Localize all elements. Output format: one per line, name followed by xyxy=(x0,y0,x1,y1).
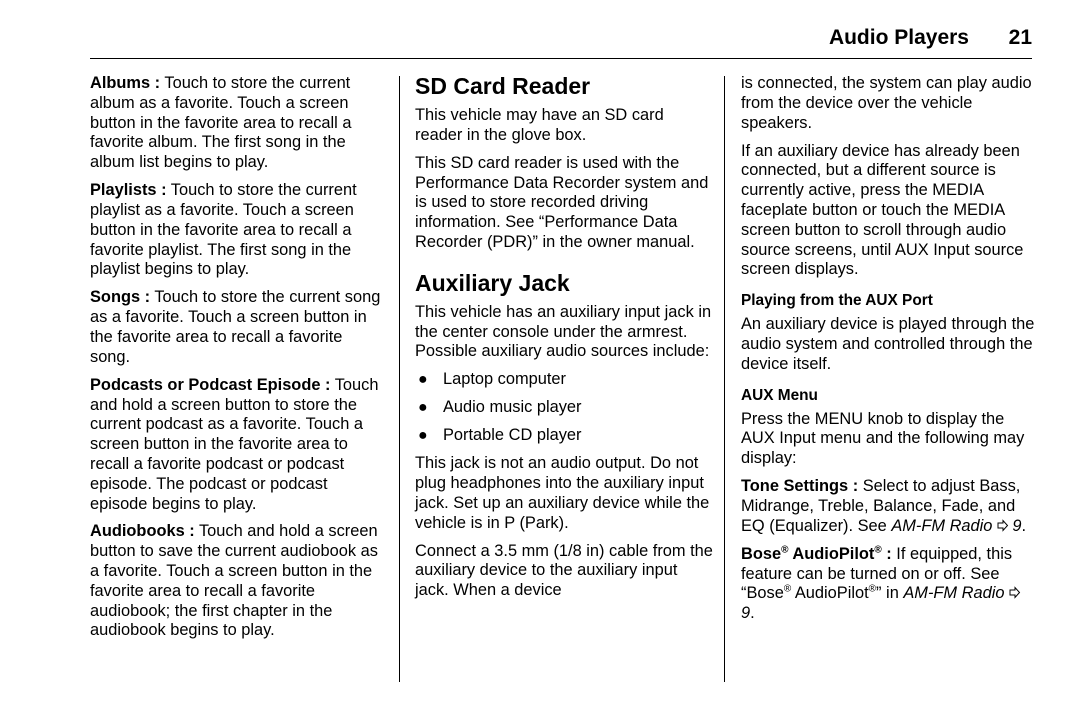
playlists-paragraph xyxy=(90,181,384,280)
period: . xyxy=(1021,516,1027,535)
tone-settings-paragraph xyxy=(741,477,1037,536)
podcasts-term: Podcasts or Podcast Episode : xyxy=(90,375,331,394)
audiobooks-term: Audiobooks : xyxy=(90,522,195,541)
albums-text: Touch to store the current album as a favorite. Touch a screen button in the favorite area to recall a favorite album. The first song in the album list begins to play. xyxy=(90,74,352,172)
aux-menu-paragraph: Press the MENU knob to display the AUX Input menu and the following may display: xyxy=(741,409,1025,468)
aux-menu-heading: AUX Menu xyxy=(741,386,818,404)
registered-mark: ® xyxy=(874,544,882,556)
songs-text: Touch to store the current song as a favorite. Touch a screen button in the favorite area to recall a favorite song. xyxy=(90,288,381,366)
albums-paragraph xyxy=(90,74,384,173)
tone-settings-term: Tone Settings : xyxy=(741,477,859,496)
registered-mark: ® xyxy=(781,544,789,556)
continued-paragraph: is connected, the system can play audio from the device over the vehicle speakers. xyxy=(741,74,1032,132)
list-item xyxy=(415,426,713,446)
bose-text: Bose xyxy=(741,544,782,563)
registered-mark: ® xyxy=(868,583,877,595)
page-reference-arrow-icon xyxy=(996,519,1009,532)
playing-aux-heading: Playing from the AUX Port xyxy=(741,292,933,310)
auxiliary-jack-heading: Auxiliary Jack xyxy=(415,269,570,296)
bose-text-3: ” in xyxy=(876,584,904,603)
page-number: 21 xyxy=(1008,26,1032,49)
am-fm-radio-link[interactable]: AM-FM Radio xyxy=(903,584,1005,603)
albums-term: Albums : xyxy=(90,74,161,92)
column-2 xyxy=(415,74,713,609)
period: . xyxy=(750,604,755,623)
bose-audiopilot-paragraph xyxy=(741,545,1037,624)
aux-sources-list xyxy=(415,370,713,446)
audiopilot-text: AudioPilot xyxy=(788,544,875,563)
sd-paragraph-2: This SD card reader is used with the Performance Data Recorder system and is used to store recorded driving information. See “Performance Data Recorder (PDR)” in the owner manual. xyxy=(415,153,709,251)
am-fm-radio-link[interactable]: AM-FM Radio xyxy=(891,516,993,535)
playing-aux-paragraph: An auxiliary device is played through the audio system and controlled through the device itself. xyxy=(741,315,1035,373)
audiobooks-paragraph xyxy=(90,522,384,641)
playlists-term: Playlists : xyxy=(90,181,167,200)
page-reference[interactable]: 9 xyxy=(1012,516,1022,535)
audiobooks-text: Touch and hold a screen button to save the current audiobook as a favorite. Touch a screen button in the favorite area to recall a favorite audiobook; the first chapter in the audiobook begins to play. xyxy=(90,522,378,640)
list-item-text: Audio music player xyxy=(443,398,582,417)
column-divider xyxy=(399,76,400,682)
column-divider xyxy=(724,76,725,682)
list-item xyxy=(415,398,713,418)
bose-audiopilot-term xyxy=(741,545,892,563)
list-item xyxy=(415,370,713,390)
podcasts-text: Touch and hold a screen button to store the current podcast as a favorite. Touch a screen button in the favorite area to recall a favorite podcast or podcast episode. The podcast or podcast episode begins to play. xyxy=(90,375,379,513)
podcasts-paragraph xyxy=(90,376,384,515)
column-3 xyxy=(741,74,1037,632)
aux-paragraph-2: This jack is not an audio output. Do not plug headphones into the auxiliary input jack. Set up an auxiliary device while the vehicle is in P (Park). xyxy=(415,454,710,532)
bullet-icon: ● xyxy=(418,371,428,389)
aux-active-paragraph: If an auxiliary device has already been connected, but a different source is currently active, press the MEDIA faceplate button or touch the MEDIA screen button to scroll through audio source screens, until AUX Input source screen displays. xyxy=(741,141,1024,279)
column-1 xyxy=(90,74,384,649)
bose-text-2: AudioPilot xyxy=(791,584,869,603)
page-reference[interactable]: 9 xyxy=(741,604,751,623)
tone-settings-text: Select to adjust Bass, Midrange, Treble, Balance, Fade, and EQ (Equalizer). See xyxy=(741,477,1021,535)
list-item-text: Laptop computer xyxy=(443,370,567,389)
songs-term: Songs : xyxy=(90,288,151,307)
page-reference-arrow-icon xyxy=(1008,586,1021,599)
bullet-icon: ● xyxy=(418,399,428,417)
sd-card-reader-heading: SD Card Reader xyxy=(415,73,591,99)
songs-paragraph xyxy=(90,288,384,367)
term-colon: : xyxy=(881,544,892,563)
bullet-icon: ● xyxy=(418,427,428,445)
page-header xyxy=(90,20,1032,59)
sd-paragraph-1: This vehicle may have an SD card reader in the glove box. xyxy=(415,106,664,144)
section-title: Audio Players xyxy=(828,26,969,49)
list-item-text: Portable CD player xyxy=(443,426,582,445)
bose-text-1: If equipped, this feature can be turned on or off. See “Bose xyxy=(741,544,1013,603)
registered-mark: ® xyxy=(783,583,792,595)
aux-paragraph-1: This vehicle has an auxiliary input jack in the center console under the armrest. Possible auxiliary audio sources include: xyxy=(415,302,712,361)
playlists-text: Touch to store the current playlist as a favorite. Touch a screen button in the favorite area to recall a favorite playlist. The first song in the playlist begins to play. xyxy=(90,181,357,279)
aux-paragraph-3: Connect a 3.5 mm (1/8 in) cable from the auxiliary device to the auxiliary input jack. When a device xyxy=(415,541,713,600)
